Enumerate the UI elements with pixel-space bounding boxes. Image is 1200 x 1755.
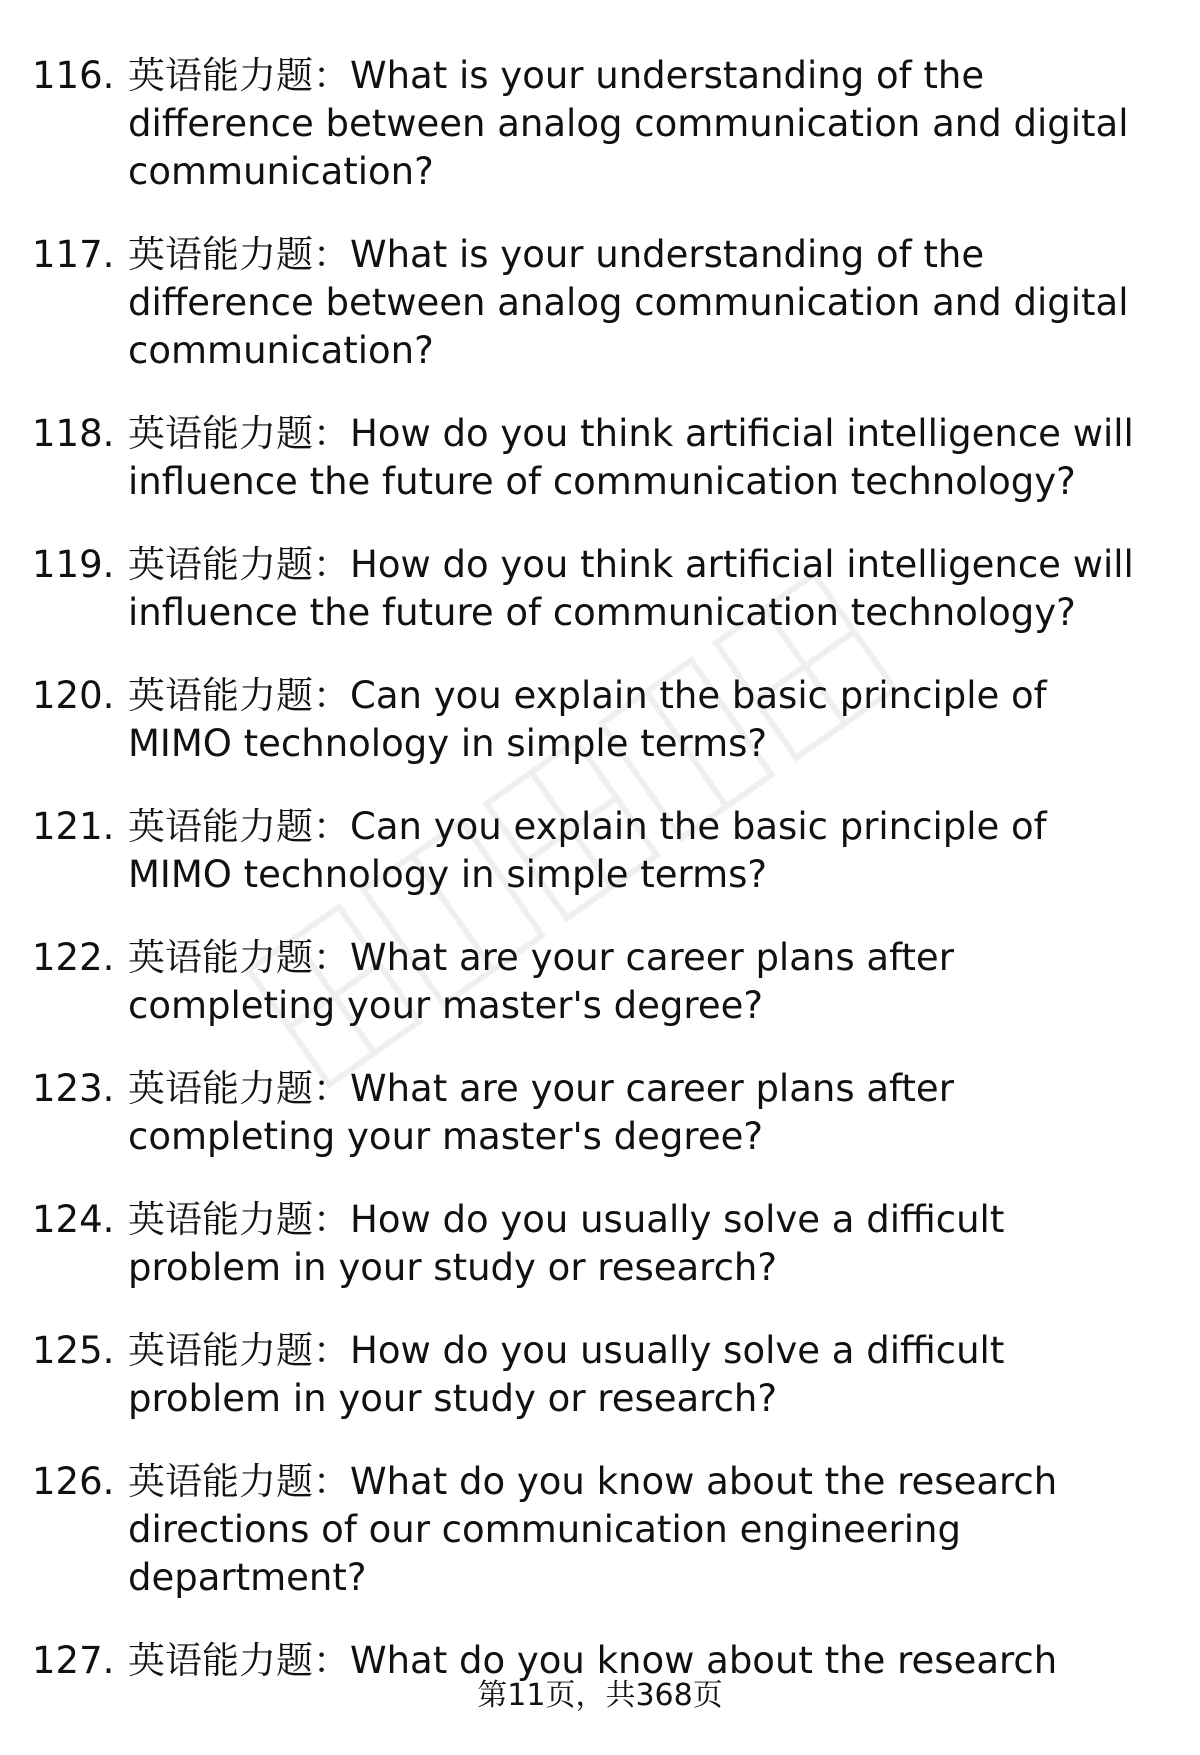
question-tag: 英语能力题： — [128, 1639, 350, 1682]
question-number: 121. — [32, 805, 115, 848]
question-text: Can you explain the basic principle of MIMO technology in simple terms? — [128, 674, 1047, 765]
question-text: What are your career plans after completing your master's degree? — [128, 936, 954, 1027]
page-footer: 第11页，共368页 — [477, 1678, 723, 1713]
question-item — [0, 541, 1200, 637]
question-number: 127. — [32, 1639, 115, 1682]
question-text: What is your understanding of the difference between analog communication and digital communication? — [128, 54, 1129, 193]
question-text: How do you usually solve a difficult problem in your study or research? — [128, 1198, 1005, 1289]
question-tag: 英语能力题： — [128, 543, 350, 586]
question-item — [0, 1327, 1200, 1423]
question-item — [0, 1065, 1200, 1161]
question-number: 125. — [32, 1329, 115, 1372]
question-number: 119. — [32, 543, 115, 586]
question-number: 124. — [32, 1198, 115, 1241]
question-tag: 英语能力题： — [128, 1198, 350, 1241]
question-number: 126. — [32, 1460, 115, 1503]
question-text: What do you know about the research directions of our communication engineering department? — [128, 1460, 1058, 1599]
question-item — [0, 1458, 1200, 1602]
question-text: How do you think artificial intelligence will influence the future of communication technology? — [128, 412, 1134, 503]
question-number: 120. — [32, 674, 115, 717]
question-number: 118. — [32, 412, 115, 455]
question-tag: 英语能力题： — [128, 1067, 350, 1110]
question-item — [0, 672, 1200, 768]
question-tag: 英语能力题： — [128, 1329, 350, 1372]
question-number: 116. — [32, 54, 115, 97]
question-number: 117. — [32, 233, 115, 276]
question-text: What do you know about the research — [350, 1639, 1058, 1682]
question-text: Can you explain the basic principle of MIMO technology in simple terms? — [128, 805, 1047, 896]
question-number: 122. — [32, 936, 115, 979]
question-text: What is your understanding of the difference between analog communication and digital communication? — [128, 233, 1129, 372]
question-tag: 英语能力题： — [128, 54, 350, 97]
question-number: 123. — [32, 1067, 115, 1110]
question-tag: 英语能力题： — [128, 233, 350, 276]
question-text: How do you usually solve a difficult problem in your study or research? — [128, 1329, 1005, 1420]
question-tag: 英语能力题： — [128, 1460, 350, 1503]
question-list — [0, 52, 1200, 1720]
question-tag: 英语能力题： — [128, 674, 350, 717]
question-item — [0, 1196, 1200, 1292]
question-tag: 英语能力题： — [128, 805, 350, 848]
question-text: What are your career plans after completing your master's degree? — [128, 1067, 954, 1158]
question-item — [0, 410, 1200, 506]
question-item — [0, 52, 1200, 196]
question-item — [0, 231, 1200, 375]
question-text: How do you think artificial intelligence will influence the future of communication technology? — [128, 543, 1134, 634]
question-tag: 英语能力题： — [128, 412, 350, 455]
question-item — [0, 934, 1200, 1030]
question-item — [0, 803, 1200, 899]
question-tag: 英语能力题： — [128, 936, 350, 979]
